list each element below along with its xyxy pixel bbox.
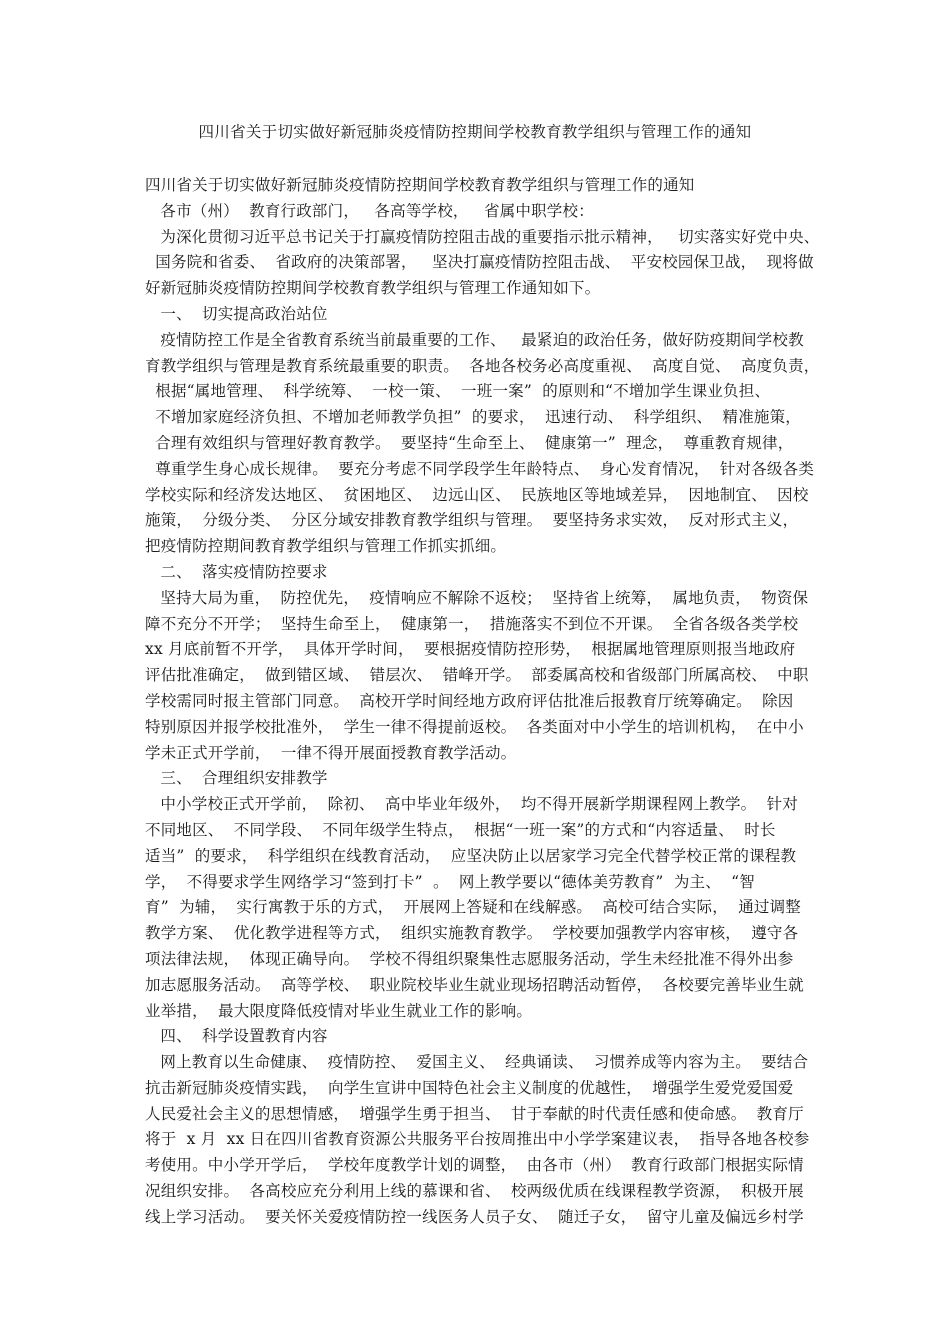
text-line: 教学方案、 优化教学进程等方式， 组织实施教育教学。 学校要加强教学内容审核， 遵守各 [145, 924, 799, 943]
text-line: xx 月底前暂不开学， 具体开学时间， 要根据疫情防控形势， 根据属地管理原则报当地政府 [145, 640, 796, 659]
text-line: 学校需同时报主管部门同意。 高校开学时间经地方政府评估批准后报教育厅统筹确定。 除因 [145, 691, 794, 710]
text-line: 网上教育以生命健康、 疫情防控、 爱国主义、 经典诵读、 习惯养成等内容为主。 要结合 [145, 1053, 809, 1072]
text-line: 人民爱社会主义的思想情感， 增强学生勇于担当、 甘于奉献的时代责任感和使命感。 教育厅 [145, 1104, 804, 1123]
text-line: 施策， 分级分类、 分区分域安排教育教学组织与管理。 要坚持务求实效， 反对形式主义， [145, 511, 799, 530]
text-line: 学未正式开学前， 一律不得开展面授教育教学活动。 [145, 743, 517, 762]
text-line: 合理有效组织与管理好教育教学。 要坚持“生命至上、 健康第一” 理念， 尊重教育规律， [145, 433, 794, 452]
text-line: 不同地区、 不同学段、 不同年级学生特点， 根据“一班一案”的方式和“内容适量、 时长 [145, 820, 776, 839]
text-line: 育教学组织与管理是教育系统最重要的职责。 各地各校务必高度重视、 高度自觉、 高度负责， [145, 356, 820, 375]
text-line: 四川省关于切实做好新冠肺炎疫情防控期间学校教育教学组织与管理工作的通知 [145, 176, 695, 194]
text-line: 适当” 的要求， 科学组织在线教育活动， 应坚决防止以居家学习完全代替学校正常的课程教 [145, 846, 797, 865]
text-line: 把疫情防控期间教育教学组织与管理工作抓实抓细。 [145, 537, 507, 556]
text-line: 坚持大局为重， 防控优先， 疫情响应不解除不返校； 坚持省上统筹， 属地负责， 物资保 [145, 588, 809, 607]
section-heading: 三、 合理组织安排教学 [145, 769, 328, 788]
text-line: 根据“属地管理、 科学统筹、 一校一策、 一班一案” 的原则和“不增加学生课业负担、 [145, 382, 771, 401]
text-line: 学校实际和经济发达地区、 贫困地区、 边远山区、 民族地区等地域差异， 因地制宜、 因校 [145, 485, 809, 504]
text-line: 中小学校正式开学前， 除初、 高中毕业年级外， 均不得开展新学期课程网上教学。 针对 [145, 795, 798, 814]
section-heading: 二、 落实疫情防控要求 [145, 562, 328, 581]
document-body [145, 173, 825, 1231]
text-line: 尊重学生身心成长规律。 要充分考虑不同学段学生年龄特点、 身心发育情况， 针对各级各类 [145, 459, 815, 478]
text-line: 加志愿服务活动。 高等学校、 职业院校毕业生就业现场招聘活动暂停， 各校要完善毕业生就 [145, 975, 804, 994]
text-line: 好新冠肺炎疫情防控期间学校教育教学组织与管理工作通知如下。 [145, 279, 601, 298]
text-line: 项法律法规， 体现正确导向。 学校不得组织聚集性志愿服务活动，学生未经批准不得外出参 [145, 949, 794, 968]
document-title: 四川省关于切实做好新冠肺炎疫情防控期间学校教育教学组织与管理工作的通知 [198, 123, 752, 141]
text-line: 线上学习活动。 要关怀关爱疫情防控一线医务人员子女、 随迁子女， 留守儿童及偏远乡村学 [145, 1207, 804, 1226]
text-line: 为深化贯彻习近平总书记关于打赢疫情防控阻击战的重要指示批示精神， 切实落实好党中央、 [145, 227, 820, 246]
text-line: 各市（州） 教育行政部门， 各高等学校， 省属中职学校： [145, 201, 594, 220]
text-line: 评估批准确定， 做到错区域、 错层次、 错峰开学。 部委属高校和省级部门所属高校、 中职 [145, 666, 809, 685]
text-line: 疫情防控工作是全省教育系统当前最重要的工作、 最紧迫的政治任务，做好防疫期间学校教 [145, 330, 804, 349]
text-line: 况组织安排。 各高校应充分利用上线的慕课和省、 校两级优质在线课程教学资源， 积极开展 [145, 1182, 804, 1201]
text-line: 障不充分不开学； 坚持生命至上， 健康第一， 措施落实不到位不开课。 全省各级各类学校 [145, 614, 799, 633]
text-line: 学， 不得要求学生网络学习“签到打卡” 。 网上教学要以“德体美劳教育” 为主、 “智 [145, 872, 755, 891]
text-line: 育” 为辅， 实行寓教于乐的方式， 开展网上答疑和在线解惑。 高校可结合实际， 通过调整 [145, 898, 801, 917]
section-heading: 一、 切实提高政治站位 [145, 304, 328, 323]
text-line: 特别原因并报学校批准外， 学生一律不得提前返校。 各类面对中小学生的培训机构， 在中小 [145, 717, 804, 736]
text-line: 考使用。中小学开学后， 学校年度教学计划的调整， 由各市（州） 教育行政部门根据实际情 [145, 1156, 804, 1175]
text-line: 将于 x 月 xx 日在四川省教育资源公共服务平台按周推出中小学学案建议表， 指导各地各校参 [145, 1130, 810, 1149]
section-heading: 四、 科学设置教育内容 [145, 1027, 328, 1046]
text-line: 业举措， 最大限度降低疫情对毕业生就业工作的影响。 [145, 1001, 533, 1020]
text-line: 国务院和省委、 省政府的决策部署， 坚决打赢疫情防控阻击战、 平安校园保卫战， 现将做 [145, 253, 814, 272]
text-line: 抗击新冠肺炎疫情实践， 向学生宣讲中国特色社会主义制度的优越性， 增强学生爱党爱国爱 [145, 1078, 794, 1097]
text-line: 不增加家庭经济负担、不增加老师教学负担” 的要求， 迅速行动、 科学组织、 精准施策， [145, 408, 801, 427]
